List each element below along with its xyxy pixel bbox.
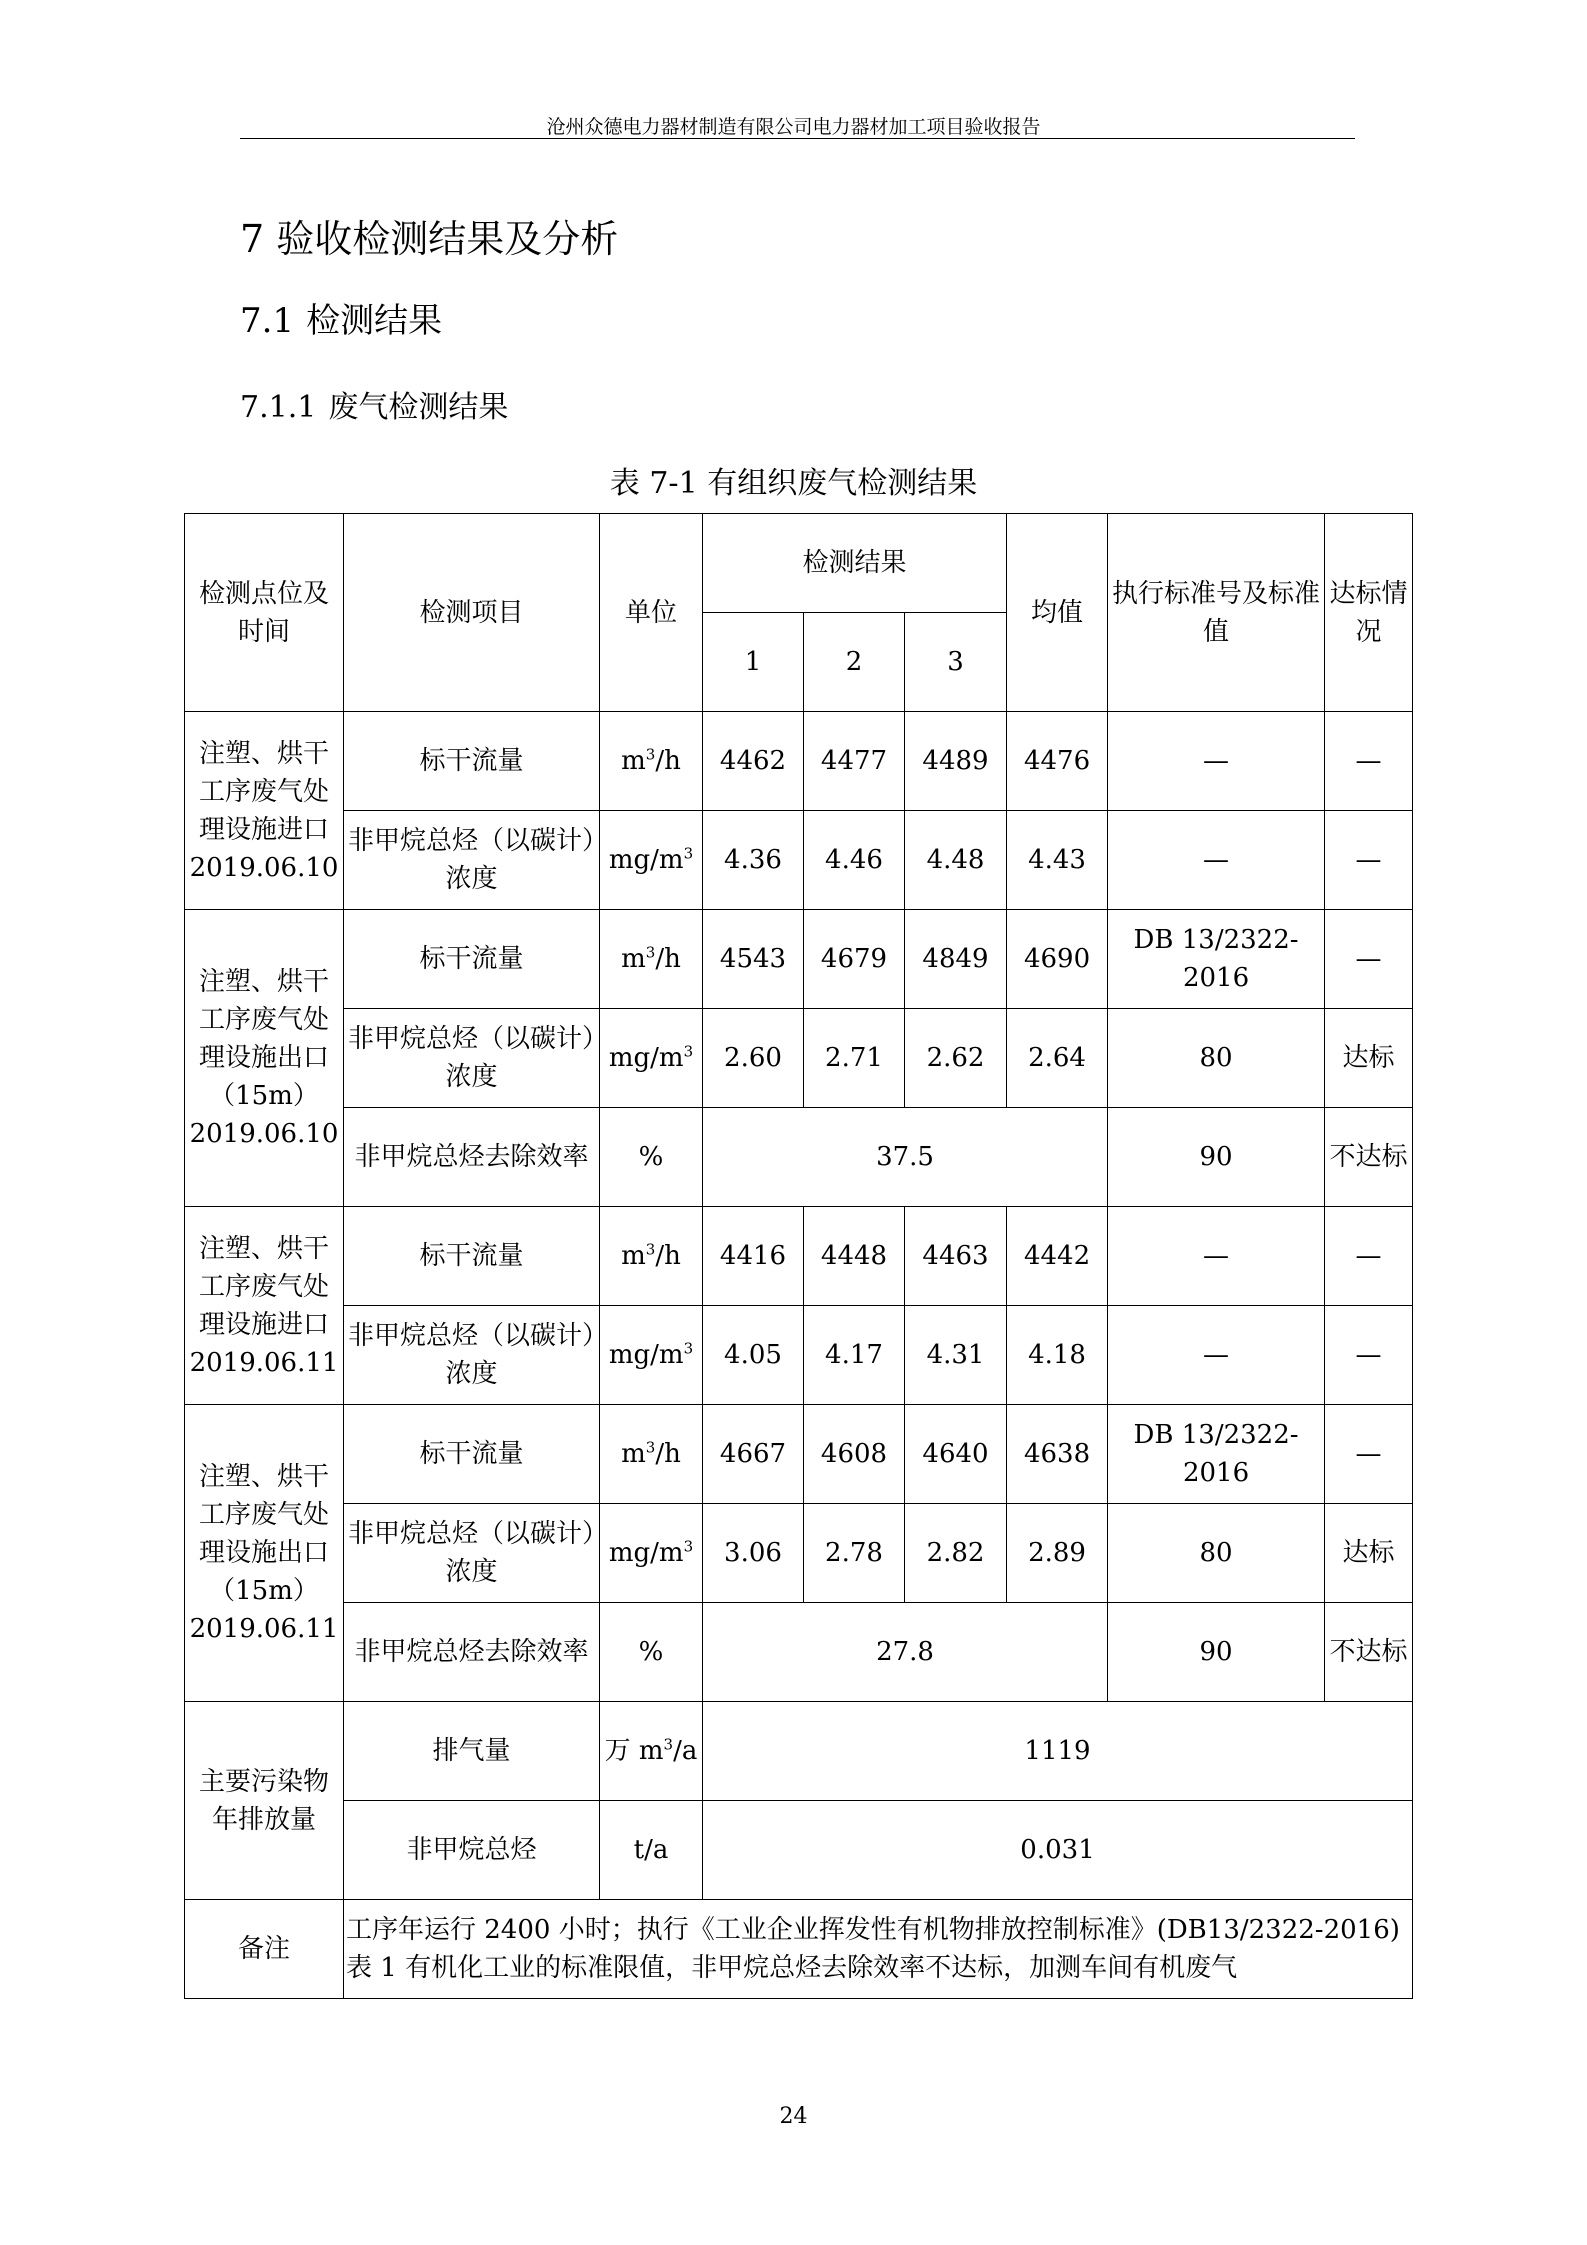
item-cell: 排气量 bbox=[344, 1702, 600, 1801]
standard-cell: 90 bbox=[1108, 1603, 1325, 1702]
subsubsection-number: 7.1.1 bbox=[240, 390, 317, 425]
item-cell: 非甲烷总烃（以碳计）浓度 bbox=[344, 1504, 600, 1603]
page-number: 24 bbox=[779, 2104, 808, 2129]
standard-cell: — bbox=[1108, 1207, 1325, 1306]
run-2-cell: 2.71 bbox=[804, 1009, 905, 1108]
item-cell: 非甲烷总烃去除效率 bbox=[344, 1108, 600, 1207]
compliance-cell: — bbox=[1325, 712, 1413, 811]
section-heading-1 bbox=[240, 208, 618, 263]
header-results: 检测结果 bbox=[703, 514, 1007, 613]
table-row bbox=[185, 1207, 1413, 1306]
standard-cell: — bbox=[1108, 1306, 1325, 1405]
unit-cell: $m^3/h$ bbox=[600, 1207, 703, 1306]
run-3-cell: 4640 bbox=[905, 1405, 1007, 1504]
compliance-cell: — bbox=[1325, 811, 1413, 910]
run-2-cell: 4477 bbox=[804, 712, 905, 811]
table-row bbox=[185, 1306, 1413, 1405]
point-cell: 注塑、烘干工序废气处理设施进口2019.06.10 bbox=[185, 712, 344, 910]
point-cell: 注塑、烘干工序废气处理设施进口2019.06.11 bbox=[185, 1207, 344, 1405]
point-cell: 注塑、烘干工序废气处理设施出口（15m）2019.06.11 bbox=[185, 1405, 344, 1702]
header-point: 检测点位及时间 bbox=[185, 514, 344, 712]
run-2-cell: 4448 bbox=[804, 1207, 905, 1306]
run-3-cell: 4849 bbox=[905, 910, 1007, 1009]
table-row bbox=[185, 1603, 1413, 1702]
run-2-cell: 4608 bbox=[804, 1405, 905, 1504]
merged-value-cell: 27.8 bbox=[703, 1603, 1108, 1702]
standard-cell: — bbox=[1108, 811, 1325, 910]
mean-cell: 2.89 bbox=[1007, 1504, 1108, 1603]
running-header: 沧州众德电力器材制造有限公司电力器材加工项目验收报告 bbox=[546, 116, 1041, 138]
mean-cell: 4690 bbox=[1007, 910, 1108, 1009]
run-3-cell: 4.31 bbox=[905, 1306, 1007, 1405]
run-1-cell: 4416 bbox=[703, 1207, 804, 1306]
unit-cell: $m^3/h$ bbox=[600, 712, 703, 811]
header-run-2: 2 bbox=[804, 613, 905, 712]
standard-cell: 80 bbox=[1108, 1504, 1325, 1603]
item-cell: 非甲烷总烃（以碳计）浓度 bbox=[344, 811, 600, 910]
mean-cell: 4442 bbox=[1007, 1207, 1108, 1306]
mean-cell: 4.18 bbox=[1007, 1306, 1108, 1405]
run-3-cell: 4.48 bbox=[905, 811, 1007, 910]
remark-row bbox=[185, 1900, 1413, 1999]
run-3-cell: 4489 bbox=[905, 712, 1007, 811]
table-row bbox=[185, 1009, 1413, 1108]
remark-line-2: 表 1 有机化工业的标准限值，非甲烷总烃去除效率不达标，加测车间有机废气 bbox=[346, 1953, 1238, 1983]
item-cell: 标干流量 bbox=[344, 1405, 600, 1504]
unit-cell: $m^3/h$ bbox=[600, 1405, 703, 1504]
item-cell: 标干流量 bbox=[344, 910, 600, 1009]
mean-cell: 4638 bbox=[1007, 1405, 1108, 1504]
header-row bbox=[185, 514, 1413, 613]
compliance-cell: 不达标 bbox=[1325, 1108, 1413, 1207]
results-table bbox=[184, 513, 1413, 1999]
unit-cell: $m^3/h$ bbox=[600, 910, 703, 1009]
compliance-cell: 不达标 bbox=[1325, 1603, 1413, 1702]
table-row bbox=[185, 811, 1413, 910]
standard-cell: 80 bbox=[1108, 1009, 1325, 1108]
unit-cell: $mg/m^3$ bbox=[600, 1504, 703, 1603]
header-rule bbox=[240, 138, 1355, 139]
run-1-cell: 4543 bbox=[703, 910, 804, 1009]
item-cell: 非甲烷总烃去除效率 bbox=[344, 1603, 600, 1702]
annual-value-cell: 1119 bbox=[703, 1702, 1413, 1801]
item-cell: 标干流量 bbox=[344, 712, 600, 811]
item-cell: 非甲烷总烃 bbox=[344, 1801, 600, 1900]
section-heading-3 bbox=[240, 382, 508, 426]
header-item: 检测项目 bbox=[344, 514, 600, 712]
mean-cell: 4.43 bbox=[1007, 811, 1108, 910]
compliance-cell: 达标 bbox=[1325, 1504, 1413, 1603]
remark-label-cell: 备注 bbox=[185, 1900, 344, 1999]
header-compliance: 达标情况 bbox=[1325, 514, 1413, 712]
annual-label-cell: 主要污染物年排放量 bbox=[185, 1702, 344, 1900]
table-row bbox=[185, 1702, 1413, 1801]
remark-line-1: 工序年运行 2400 小时；执行《工业企业挥发性有机物排放控制标准》(DB13/2322-2016) bbox=[346, 1915, 1400, 1945]
table-caption: 表 7-1 有组织废气检测结果 bbox=[609, 466, 978, 501]
run-1-cell: 4.05 bbox=[703, 1306, 804, 1405]
unit-cell: $mg/m^3$ bbox=[600, 1009, 703, 1108]
compliance-cell: — bbox=[1325, 1306, 1413, 1405]
compliance-cell: — bbox=[1325, 910, 1413, 1009]
section-number: 7 bbox=[240, 217, 265, 261]
run-1-cell: 2.60 bbox=[703, 1009, 804, 1108]
header-run-1: 1 bbox=[703, 613, 804, 712]
table-row bbox=[185, 1405, 1413, 1504]
header-unit: 单位 bbox=[600, 514, 703, 712]
standard-cell: DB 13/2322-2016 bbox=[1108, 1405, 1325, 1504]
standard-cell: DB 13/2322-2016 bbox=[1108, 910, 1325, 1009]
header-run-3: 3 bbox=[905, 613, 1007, 712]
remark-text-cell bbox=[344, 1900, 1413, 1999]
run-2-cell: 4679 bbox=[804, 910, 905, 1009]
table-row bbox=[185, 1504, 1413, 1603]
compliance-cell: — bbox=[1325, 1207, 1413, 1306]
table-row bbox=[185, 1108, 1413, 1207]
item-cell: 标干流量 bbox=[344, 1207, 600, 1306]
run-3-cell: 2.82 bbox=[905, 1504, 1007, 1603]
run-1-cell: 4.36 bbox=[703, 811, 804, 910]
compliance-cell: 达标 bbox=[1325, 1009, 1413, 1108]
table-row bbox=[185, 1801, 1413, 1900]
unit-cell: $mg/m^3$ bbox=[600, 1306, 703, 1405]
table-row bbox=[185, 712, 1413, 811]
run-1-cell: 4462 bbox=[703, 712, 804, 811]
unit-cell: % bbox=[600, 1108, 703, 1207]
standard-cell: — bbox=[1108, 712, 1325, 811]
header-mean: 均值 bbox=[1007, 514, 1108, 712]
compliance-cell: — bbox=[1325, 1405, 1413, 1504]
section-title: 验收检测结果及分析 bbox=[276, 217, 619, 261]
run-2-cell: 4.46 bbox=[804, 811, 905, 910]
item-cell: 非甲烷总烃（以碳计）浓度 bbox=[344, 1306, 600, 1405]
unit-cell: % bbox=[600, 1603, 703, 1702]
run-3-cell: 2.62 bbox=[905, 1009, 1007, 1108]
item-cell: 非甲烷总烃（以碳计）浓度 bbox=[344, 1009, 600, 1108]
table-row bbox=[185, 910, 1413, 1009]
mean-cell: 4476 bbox=[1007, 712, 1108, 811]
unit-cell: 万 $m^3/a$ bbox=[600, 1702, 703, 1801]
section-heading-2 bbox=[240, 293, 442, 342]
subsection-title: 检测结果 bbox=[306, 301, 443, 341]
point-cell: 注塑、烘干工序废气处理设施出口（15m）2019.06.10 bbox=[185, 910, 344, 1207]
subsubsection-title: 废气检测结果 bbox=[328, 390, 509, 425]
merged-value-cell: 37.5 bbox=[703, 1108, 1108, 1207]
mean-cell: 2.64 bbox=[1007, 1009, 1108, 1108]
standard-cell: 90 bbox=[1108, 1108, 1325, 1207]
run-1-cell: 3.06 bbox=[703, 1504, 804, 1603]
run-2-cell: 2.78 bbox=[804, 1504, 905, 1603]
run-3-cell: 4463 bbox=[905, 1207, 1007, 1306]
unit-cell: t/a bbox=[600, 1801, 703, 1900]
run-1-cell: 4667 bbox=[703, 1405, 804, 1504]
subsection-number: 7.1 bbox=[240, 301, 295, 341]
unit-cell: $mg/m^3$ bbox=[600, 811, 703, 910]
run-2-cell: 4.17 bbox=[804, 1306, 905, 1405]
header-standard: 执行标准号及标准值 bbox=[1108, 514, 1325, 712]
annual-value-cell: 0.031 bbox=[703, 1801, 1413, 1900]
